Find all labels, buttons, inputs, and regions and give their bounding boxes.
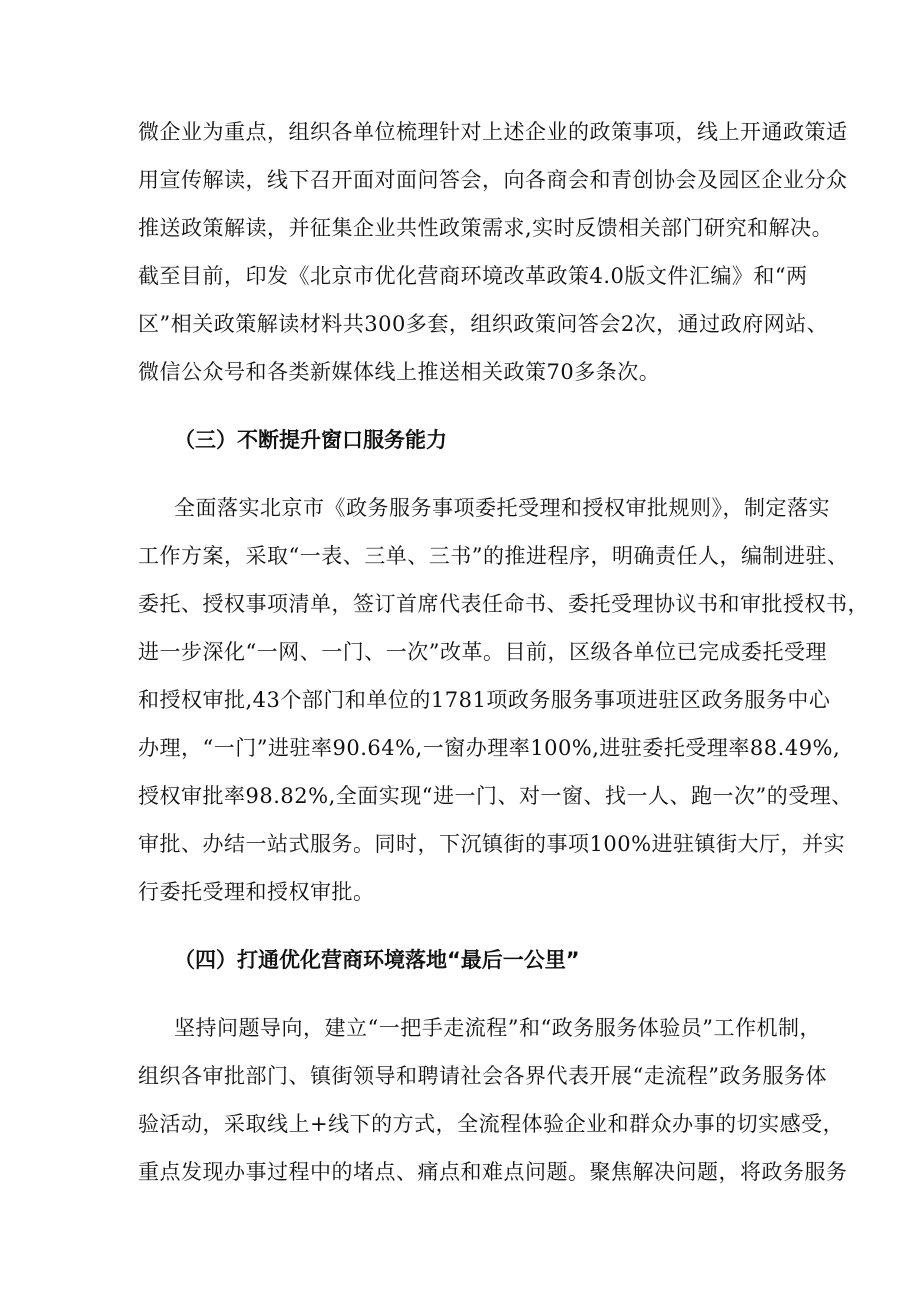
- paragraph-line: 和授权审批,43个部门和单位的1781项政务服务事项进驻区政务服务中心: [138, 688, 831, 712]
- paragraph-line: 截至目前，印发《北京市优化营商环境改革政策4.0版文件汇编》和“两: [138, 264, 808, 288]
- paragraph-line: 微信公众号和各类新媒体线上推送相关政策70多条次。: [138, 360, 661, 384]
- paragraph-line: 验活动，采取线上+线下的方式，全流程体验企业和群众办事的切实感受，: [138, 1112, 845, 1136]
- paragraph-line: 进一步深化“一网、一门、一次”改革。目前，区级各单位已完成委托受理: [138, 640, 827, 664]
- section-heading-4: （四）打通优化营商环境落地“最后一公里”: [174, 948, 580, 972]
- paragraph-line: 审批、办结一站式服务。同时，下沉镇街的事项100%进驻镇街大厅，并实: [138, 832, 846, 856]
- section-heading-3: （三）不断提升窗口服务能力: [174, 428, 447, 452]
- paragraph-line: 区”相关政策解读材料共300多套，组织政策问答会2次，通过政府网站、: [138, 312, 829, 336]
- paragraph-line: 办理，“一门”进驻率90.64%,一窗办理率100%,进驻委托受理率88.49%,: [138, 736, 841, 760]
- paragraph-line: 全面落实北京市《政务服务事项委托受理和授权审批规则》，制定落实: [174, 496, 830, 520]
- paragraph-line: 用宣传解读，线下召开面对面问答会，向各商会和青创协会及园区企业分众: [138, 168, 848, 192]
- paragraph-line: 组织各审批部门、镇街领导和聘请社会各界代表开展“走流程”政务服务体: [138, 1064, 827, 1088]
- paragraph-line: 工作方案，采取“一表、三单、三书”的推进程序，明确责任人，编制进驻、: [138, 544, 849, 568]
- paragraph-line: 委托、授权事项清单，签订首席代表任命书、委托受理协议书和审批授权书，: [138, 592, 869, 616]
- paragraph-line: 授权审批率98.82%,全面实现“进一门、对一窗、找一人、跑一次”的受理、: [138, 784, 853, 808]
- paragraph-line: 推送政策解读，并征集企业共性政策需求,实时反馈相关部门研究和解决。: [138, 216, 834, 240]
- paragraph-line: 坚持问题导向，建立“一把手走流程”和“政务服务体验员”工作机制，: [174, 1016, 821, 1040]
- paragraph-line: 行委托受理和授权审批。: [138, 880, 375, 904]
- paragraph-line: 微企业为重点，组织各单位梳理针对上述企业的政策事项，线上开通政策适: [138, 120, 848, 144]
- paragraph-line: 重点发现办事过程中的堵点、痛点和难点问题。聚焦解决问题，将政务服务: [138, 1160, 848, 1184]
